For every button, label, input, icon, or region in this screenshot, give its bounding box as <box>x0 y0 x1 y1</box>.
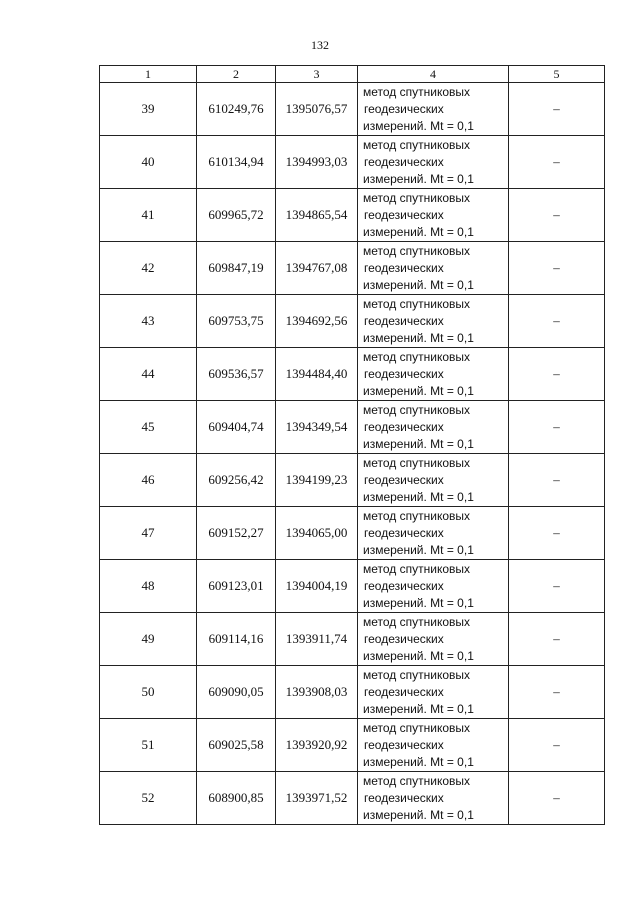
method-cell <box>358 136 509 189</box>
point-number-cell: 46 <box>100 454 197 507</box>
method-line: измерений. Mt = 0,1 <box>363 436 474 451</box>
column-header-3: 3 <box>276 66 358 83</box>
method-line: метод спутниковых <box>363 667 471 682</box>
method-cell <box>358 613 509 666</box>
method-line: измерений. Mt = 0,1 <box>363 277 474 292</box>
method-line: измерений. Mt = 0,1 <box>363 754 474 769</box>
x-coordinate-cell: 609090,05 <box>197 666 276 719</box>
point-number-cell: 48 <box>100 560 197 613</box>
table-row <box>100 348 605 401</box>
method-line: измерений. Mt = 0,1 <box>363 595 474 610</box>
table-row <box>100 507 605 560</box>
page-number: 132 <box>311 38 329 52</box>
table-row <box>100 560 605 613</box>
method-line: геодезических <box>364 101 444 116</box>
note-cell: – <box>509 719 605 772</box>
x-coordinate-cell: 608900,85 <box>197 772 276 825</box>
table-row <box>100 242 605 295</box>
method-line: измерений. Mt = 0,1 <box>363 118 474 133</box>
table-row <box>100 83 605 136</box>
method-line: измерений. Mt = 0,1 <box>363 542 474 557</box>
method-line: измерений. Mt = 0,1 <box>363 807 474 822</box>
point-number-cell: 43 <box>100 295 197 348</box>
table-row <box>100 401 605 454</box>
x-coordinate-cell: 609404,74 <box>197 401 276 454</box>
y-coordinate-cell: 1393911,74 <box>276 613 358 666</box>
method-cell <box>358 772 509 825</box>
method-line: метод спутниковых <box>363 137 471 152</box>
y-coordinate-cell: 1394865,54 <box>276 189 358 242</box>
note-cell: – <box>509 560 605 613</box>
method-line: геодезических <box>364 737 444 752</box>
method-line: геодезических <box>364 790 444 805</box>
x-coordinate-cell: 609847,19 <box>197 242 276 295</box>
y-coordinate-cell: 1394065,00 <box>276 507 358 560</box>
method-line: измерений. Mt = 0,1 <box>363 701 474 716</box>
method-line: геодезических <box>364 207 444 222</box>
x-coordinate-cell: 609536,57 <box>197 348 276 401</box>
point-number-cell: 39 <box>100 83 197 136</box>
table-body <box>100 83 605 825</box>
method-line: геодезических <box>364 260 444 275</box>
y-coordinate-cell: 1394993,03 <box>276 136 358 189</box>
method-line: метод спутниковых <box>363 508 471 523</box>
method-cell <box>358 242 509 295</box>
method-line: метод спутниковых <box>363 84 471 99</box>
x-coordinate-cell: 609025,58 <box>197 719 276 772</box>
x-coordinate-cell: 609123,01 <box>197 560 276 613</box>
method-line: геодезических <box>364 525 444 540</box>
note-cell: – <box>509 242 605 295</box>
method-line: геодезических <box>364 578 444 593</box>
x-coordinate-cell: 609152,27 <box>197 507 276 560</box>
point-number-cell: 42 <box>100 242 197 295</box>
table-row <box>100 189 605 242</box>
method-cell <box>358 401 509 454</box>
table-row <box>100 454 605 507</box>
x-coordinate-cell: 610134,94 <box>197 136 276 189</box>
method-cell <box>358 454 509 507</box>
y-coordinate-cell: 1394349,54 <box>276 401 358 454</box>
method-cell <box>358 666 509 719</box>
method-cell <box>358 189 509 242</box>
point-number-cell: 41 <box>100 189 197 242</box>
method-cell <box>358 83 509 136</box>
method-line: метод спутниковых <box>363 296 471 311</box>
method-line: измерений. Mt = 0,1 <box>363 489 474 504</box>
table-row <box>100 666 605 719</box>
note-cell: – <box>509 507 605 560</box>
method-line: метод спутниковых <box>363 349 471 364</box>
x-coordinate-cell: 609114,16 <box>197 613 276 666</box>
method-line: измерений. Mt = 0,1 <box>363 648 474 663</box>
method-line: геодезических <box>364 154 444 169</box>
method-line: геодезических <box>364 366 444 381</box>
table-header-row <box>100 66 605 83</box>
method-line: измерений. Mt = 0,1 <box>363 330 474 345</box>
method-cell <box>358 560 509 613</box>
method-line: геодезических <box>364 419 444 434</box>
x-coordinate-cell: 609753,75 <box>197 295 276 348</box>
method-line: метод спутниковых <box>363 402 471 417</box>
x-coordinate-cell: 609965,72 <box>197 189 276 242</box>
table-row <box>100 613 605 666</box>
method-cell <box>358 295 509 348</box>
x-coordinate-cell: 609256,42 <box>197 454 276 507</box>
method-line: метод спутниковых <box>363 190 471 205</box>
method-line: метод спутниковых <box>363 773 471 788</box>
y-coordinate-cell: 1393971,52 <box>276 772 358 825</box>
column-header-5: 5 <box>509 66 605 83</box>
note-cell: – <box>509 295 605 348</box>
method-line: метод спутниковых <box>363 720 471 735</box>
y-coordinate-cell: 1394199,23 <box>276 454 358 507</box>
method-line: измерений. Mt = 0,1 <box>363 224 474 239</box>
point-number-cell: 51 <box>100 719 197 772</box>
column-header-2: 2 <box>197 66 276 83</box>
y-coordinate-cell: 1394767,08 <box>276 242 358 295</box>
y-coordinate-cell: 1395076,57 <box>276 83 358 136</box>
method-line: измерений. Mt = 0,1 <box>363 383 474 398</box>
method-line: метод спутниковых <box>363 614 471 629</box>
column-header-4: 4 <box>358 66 509 83</box>
note-cell: – <box>509 83 605 136</box>
table-row <box>100 136 605 189</box>
point-number-cell: 45 <box>100 401 197 454</box>
x-coordinate-cell: 610249,76 <box>197 83 276 136</box>
note-cell: – <box>509 666 605 719</box>
table-row <box>100 772 605 825</box>
note-cell: – <box>509 189 605 242</box>
point-number-cell: 47 <box>100 507 197 560</box>
note-cell: – <box>509 136 605 189</box>
method-cell <box>358 348 509 401</box>
method-cell <box>358 719 509 772</box>
table-row <box>100 719 605 772</box>
y-coordinate-cell: 1394484,40 <box>276 348 358 401</box>
point-number-cell: 50 <box>100 666 197 719</box>
method-line: метод спутниковых <box>363 561 471 576</box>
method-line: геодезических <box>364 472 444 487</box>
y-coordinate-cell: 1394692,56 <box>276 295 358 348</box>
point-number-cell: 40 <box>100 136 197 189</box>
note-cell: – <box>509 613 605 666</box>
note-cell: – <box>509 401 605 454</box>
method-line: метод спутниковых <box>363 455 471 470</box>
table-row <box>100 295 605 348</box>
coordinates-table <box>99 65 605 825</box>
note-cell: – <box>509 348 605 401</box>
column-header-1: 1 <box>100 66 197 83</box>
point-number-cell: 44 <box>100 348 197 401</box>
point-number-cell: 52 <box>100 772 197 825</box>
method-cell <box>358 507 509 560</box>
method-line: геодезических <box>364 684 444 699</box>
y-coordinate-cell: 1393908,03 <box>276 666 358 719</box>
method-line: геодезических <box>364 631 444 646</box>
method-line: метод спутниковых <box>363 243 471 258</box>
note-cell: – <box>509 454 605 507</box>
method-line: измерений. Mt = 0,1 <box>363 171 474 186</box>
point-number-cell: 49 <box>100 613 197 666</box>
note-cell: – <box>509 772 605 825</box>
y-coordinate-cell: 1394004,19 <box>276 560 358 613</box>
y-coordinate-cell: 1393920,92 <box>276 719 358 772</box>
method-line: геодезических <box>364 313 444 328</box>
